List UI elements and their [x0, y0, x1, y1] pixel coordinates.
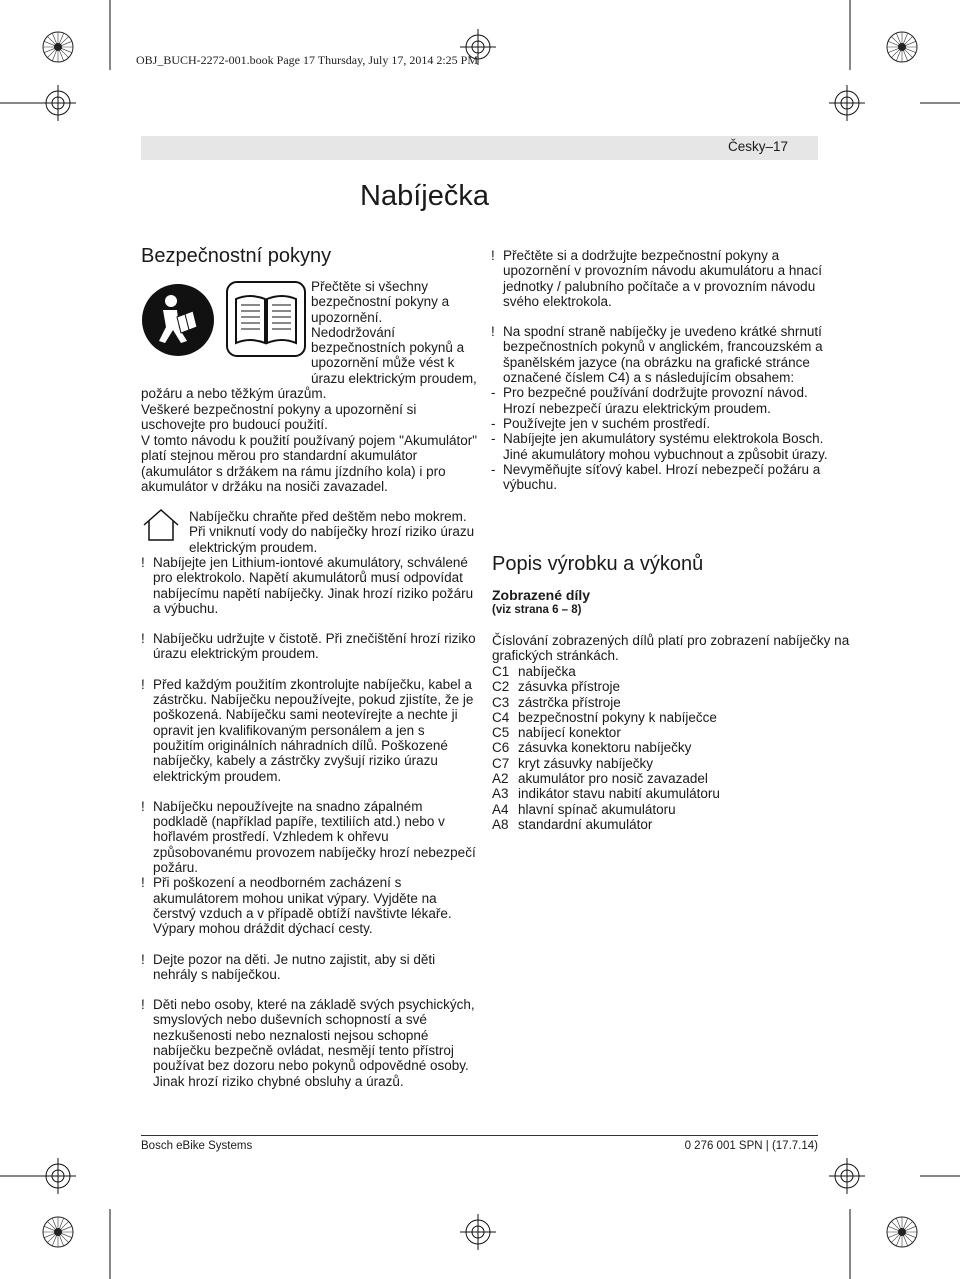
safety-heading: Bezpečnostní pokyny [141, 245, 332, 267]
product-description-heading: Popis výrobku a výkonů [492, 553, 704, 575]
component-item: C6 zásuvka konektoru nabíječky [492, 740, 692, 756]
dash-marker: - [491, 461, 496, 477]
rain-line: Při vniknutí vody do nabíječky hrozí riziko úrazu [189, 524, 475, 540]
safety-bullet: ! Dejte pozor na děti. Je nutno zajistit, aby si děti nehrály s nabíječkou. [141, 951, 436, 982]
label-summary-item: - Nevyměňujte síťový kabel. Hrozí nebezpečí požáru a výbuchu. [491, 461, 821, 493]
footer-rule [141, 1135, 818, 1136]
intro-line: bezpečnostních pokynů a [311, 340, 465, 356]
intro-line: úrazu elektrickým proudem, [311, 370, 477, 386]
rain-line: elektrickým proudem. [189, 539, 318, 555]
safety-bullet: ! Děti nebo osoby, které na základě svých psychických, smyslových nebo duševních schopností a své nezkušenosti nebo neznalosti nejsou schopné nabíječku bezpečně ovládat, nesmějí tento přístroj používat bez dozoru nebo pokynů odpovědné osoby. Jinak hrozí riziko chybné obsluhy a úrazů. [141, 997, 475, 1089]
intro-line: Nedodržování [311, 324, 396, 340]
intro-line: bezpečnostní pokyny a [311, 294, 450, 310]
bullet-marker: ! [141, 875, 145, 891]
rain-line: Nabíječku chraňte před deštěm nebo mokrem. [189, 509, 467, 524]
safety-bullets-right [491, 248, 836, 492]
safety-bullet: ! Nabíječku nepoužívejte na snadno zápalném podkladě (například papíře, textiliích atd.) nebo v hořlavém prostředí. Vzhledem k ohřevu způsobovanému provozem nabíječky hrozí nebezpečí požáru. [141, 798, 476, 876]
label-summary-item: - Používejte jen v suchém prostředí. [491, 415, 711, 431]
bullet-marker: ! [491, 248, 495, 263]
safety-bullet: ! Nabíjejte jen Lithium-iontové akumulátory, schválené pro elektrokolo. Napětí akumulátorů musí odpovídat nabíjecímu napětí nabíječky. Jinak hrozí riziko požáru a výbuchu. [141, 555, 474, 616]
components-intro: Číslování zobrazených dílů platí pro zobrazení nabíječky na grafických stránkách. [492, 633, 850, 664]
label-summary-item: - Pro bezpečné používání dodržujte provozní návod. Hrozí nebezpečí úrazu elektrickým proudem. [491, 385, 808, 416]
dash-marker: - [491, 431, 496, 447]
bullet-marker: ! [141, 676, 145, 692]
page-number: Česky–17 [727, 139, 788, 154]
keep-instructions [141, 402, 481, 433]
component-item: A8 standardní akumulátor [492, 816, 653, 832]
safety-bullet: ! Při poškození a neodborném zacházení s akumulátorem mohou unikat výpary. Vyjděte na čerstvý vzduch a v případě obtíží navštivte lékaře. Výpary mohou dráždit dýchací cesty. [141, 875, 452, 937]
bullet-marker: ! [141, 997, 145, 1013]
components-page-ref: (viz strana 6 – 8) [492, 604, 582, 616]
components-subheading: Zobrazené díly [492, 587, 591, 603]
bullet-marker: ! [141, 555, 145, 570]
label-summary-item: - Nabíjejte jen akumulátory systému elektrokola Bosch. Jiné akumulátory mohou vybuchnout a způsobit úrazy. [491, 431, 828, 462]
component-item: A3 indikátor stavu nabití akumulátoru [492, 786, 720, 802]
bullet-marker: ! [491, 324, 495, 340]
safety-bullets-left [141, 555, 486, 1089]
component-item: A2 akumulátor pro nosič zavazadel [492, 771, 708, 787]
battery-term-note [141, 433, 481, 494]
intro-warning-upper [311, 279, 481, 386]
bullet-marker: ! [141, 631, 145, 647]
page-header-band [141, 136, 818, 160]
safety-bullet: ! Na spodní straně nabíječky je uvedeno krátké shrnutí bezpečnostních pokynů v anglickém, francouzském a španělském jazyce (na obrázku na grafické stránce označené číslem C4) a s následujícím obsahem: [491, 324, 823, 386]
safety-bullet: ! Nabíječku udržujte v čistotě. Při znečištění hrozí riziko úrazu elektrickým proudem. [141, 631, 476, 662]
component-item: C3 zástrčka přístroje [492, 694, 621, 710]
bullet-marker: ! [141, 798, 145, 814]
safety-bullet: ! Přečtěte si a dodržujte bezpečnostní pokyny a upozornění v provozním návodu akumulátoru a hnací jednotky / palubního počítače a v provozním návodu svého elektrokola. [491, 248, 822, 309]
print-header: OBJ_BUCH-2272-001.book Page 17 Thursday, July 17, 2014 2:25 PM [136, 53, 479, 67]
dash-marker: - [491, 385, 496, 401]
open-book-icon [226, 281, 306, 357]
keep-line: Veškeré bezpečnostní pokyny a upozornění si [141, 402, 417, 417]
component-item: C4 bezpečnostní pokyny k nabíječce [492, 709, 717, 725]
term-line: V tomto návodu k použití používaný pojem "Akumulátor" [141, 433, 478, 448]
dash-marker: - [491, 415, 496, 431]
footer-doc-number: 0 276 001 SPN | (17.7.14) [684, 1140, 818, 1152]
component-item: C1 nabíječka [492, 664, 576, 679]
indoor-use-house-icon [141, 507, 181, 543]
intro-line: Přečtěte si všechny [311, 279, 429, 294]
read-manual-person-icon [141, 283, 215, 357]
rain-warning [189, 509, 484, 555]
intro-warning-lower: požáru a nebo těžkým úrazům. [141, 386, 327, 401]
intro-line: upozornění může vést k [311, 355, 455, 371]
term-line: akumulátor v držáku na nosiči zavazadel. [141, 478, 388, 494]
component-item: C2 zásuvka přístroje [492, 679, 621, 695]
intro-line: upozornění. [311, 309, 383, 325]
component-item: C5 nabíjecí konektor [492, 725, 621, 741]
component-item: A4 hlavní spínač akumulátoru [492, 801, 676, 817]
keep-line: uschovejte pro budoucí použití. [141, 417, 328, 433]
bullet-marker: ! [141, 951, 145, 967]
term-line: platí stejnou měrou pro standardní akumulátor [141, 448, 418, 464]
footer-brand: Bosch eBike Systems [141, 1140, 253, 1152]
term-line: (akumulátor s držákem na rámu jízdního kola) i pro [141, 463, 446, 479]
safety-bullet: ! Před každým použitím zkontrolujte nabíječku, kabel a zástrčku. Nabíječku nepoužívejte, pokud zjistíte, že je poškozená. Nabíječku sami neotevírejte a nechte ji opravit jen kvalifikovaným personálem a jen s použitím originálních náhradních dílů. Poškozené nabíječky, kabely a zástrčky zvyšují riziko úrazu elektrickým proudem. [141, 676, 474, 784]
component-item: C7 kryt zásuvky nabíječky [492, 755, 654, 771]
page-title: Nabíječka [360, 180, 489, 212]
components-list [492, 664, 832, 832]
